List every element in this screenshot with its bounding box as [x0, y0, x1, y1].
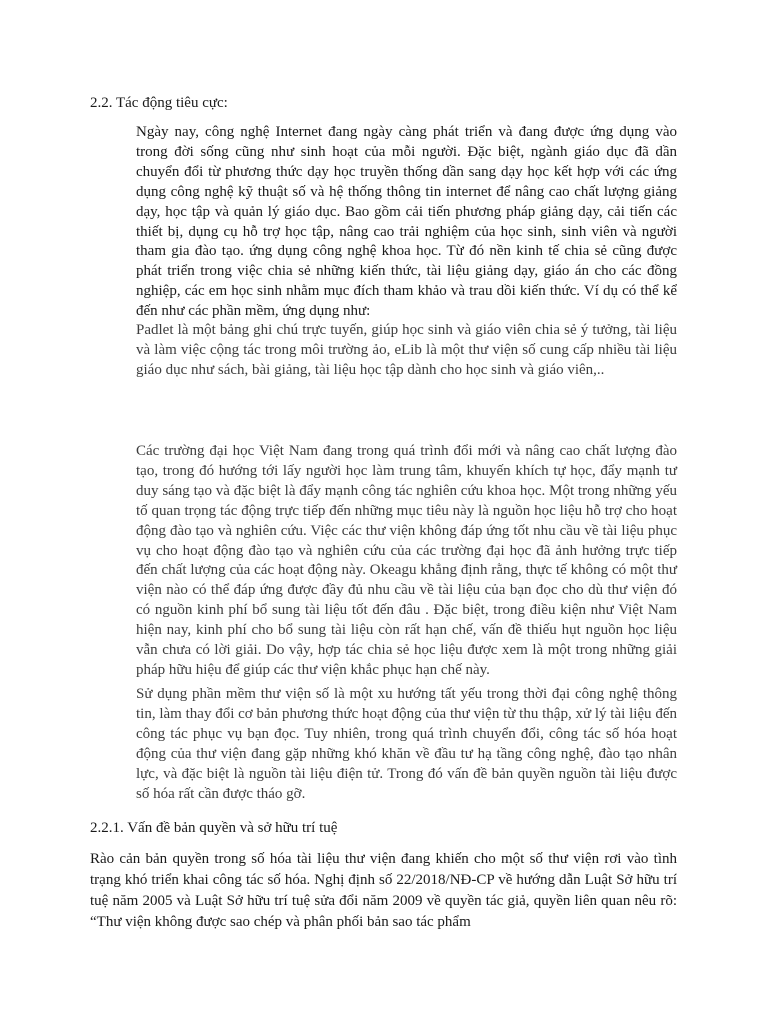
- paragraph-copyright-barrier: Rào cản bản quyền trong số hóa tài liệu thư viện đang khiến cho một số thư viện rơi vào tình trạng khó triển khai công tác số hóa. Nghị định số 22/2018/NĐ-CP về hướng dẫn Luật Sở hữu trí tuệ năm 2005 và Luật Sở hữu trí tuệ sửa đổi năm 2009 về quyền tác giả, quyền liên quan nêu rõ: “Thư viện không được sao chép và phân phối bản sao tác phẩm: [90, 851, 677, 930]
- paragraph-digital-library-software: Sử dụng phần mềm thư viện số là một xu hướng tất yếu trong thời đại công nghệ thông tin, làm thay đổi cơ bản phương thức hoạt động của thư viện từ thu thập, xử lý tài liệu đến công tác phục vụ bạn đọc. Tuy nhiên, trong quá trình chuyển đổi, công tác số hóa hoạt động của thư viện đang gặp những khó khăn về đầu tư hạ tầng công nghệ, đào tạo nhân lực, và đặc biệt là nguồn tài liệu điện tử. Trong đó vấn đề bản quyền nguồn tài liệu được số hóa rất cần được tháo gỡ.: [136, 686, 677, 802]
- paragraph-vietnam-universities: Các trường đại học Việt Nam đang trong quá trình đổi mới và nâng cao chất lượng đào tạo, trong đó hướng tới lấy người học làm trung tâm, khuyến khích tự học, đẩy mạnh tư duy sáng tạo và đặc biệt là đẩy mạnh công tác nghiên cứu khoa học. Một trong những yếu tố quan trọng tác động trực tiếp đến những mục tiêu này là nguồn học liệu hỗ trợ cho hoạt động đào tạo và nghiên cứu. Việc các thư viện không đáp ứng tốt nhu cầu về tài liệu phục vụ cho hoạt động đào tạo và nghiên cứu của các trường đại học đã ảnh hưởng trực tiếp đến chất lượng của các hoạt động này. Okeagu khẳng định rằng, thực tế không có một thư viện nào có thể đáp ứng được đầy đủ nhu cầu về tài liệu của bạn đọc cho dù thư viện đó có nguồn kinh phí bổ sung tài liệu tốt đến đâu . Đặc biệt, trong điều kiện như Việt Nam hiện nay, kinh phí cho bổ sung tài liệu còn rất hạn chế, vấn đề thiếu hụt nguồn học liệu vẫn chưa có lời giải. Do vậy, hợp tác chia sẻ học liệu được xem là một trong những giải pháp hữu hiệu để giúp các thư viện khắc phục hạn chế này.: [136, 443, 677, 678]
- paragraph-internet-education: Ngày nay, công nghệ Internet đang ngày càng phát triển và đang được ứng dụng vào trong đời sống cũng như sinh hoạt của mỗi người. Đặc biệt, ngành giáo dục đã dần chuyển đổi từ phương thức dạy học truyền thống dần sang dạy học kết hợp với các ứng dụng công nghệ kỹ thuật số và hệ thống thông tin internet để nâng cao chất lượng giảng dạy, học tập và quản lý giáo dục. Bao gồm cải tiến phương pháp giảng dạy, cải tiến các thiết bị, dụng cụ hỗ trợ học tập, nâng cao trải nghiệm của học sinh, sinh viên và người tham gia đào tạo. ứng dụng công nghệ khoa học. Từ đó nền kinh tế chia sẻ cũng được phát triển trong việc chia sẻ những kiến thức, tài liệu giảng dạy, giáo án cho các đồng nghiệp, các em học sinh nhằm mục đích tham khảo và trau dồi kiến thức. Ví dụ có thể kể đến như các phần mềm, ứng dụng như:: [136, 124, 677, 320]
- section-heading: 2.2. Tác động tiêu cực:: [90, 95, 228, 111]
- paragraph-padlet-elib: Padlet là một bảng ghi chú trực tuyến, giúp học sinh và giáo viên chia sẻ ý tưởng, tài liệu và làm việc cộng tác trong môi trường ảo, eLib là một thư viện số cung cấp nhiều tài liệu giáo dục như sách, bài giảng, tài liệu học tập dành cho học sinh và giáo viên,..: [136, 322, 677, 378]
- subsection-heading: 2.2.1. Vấn đề bản quyền và sở hữu trí tuệ: [90, 820, 338, 836]
